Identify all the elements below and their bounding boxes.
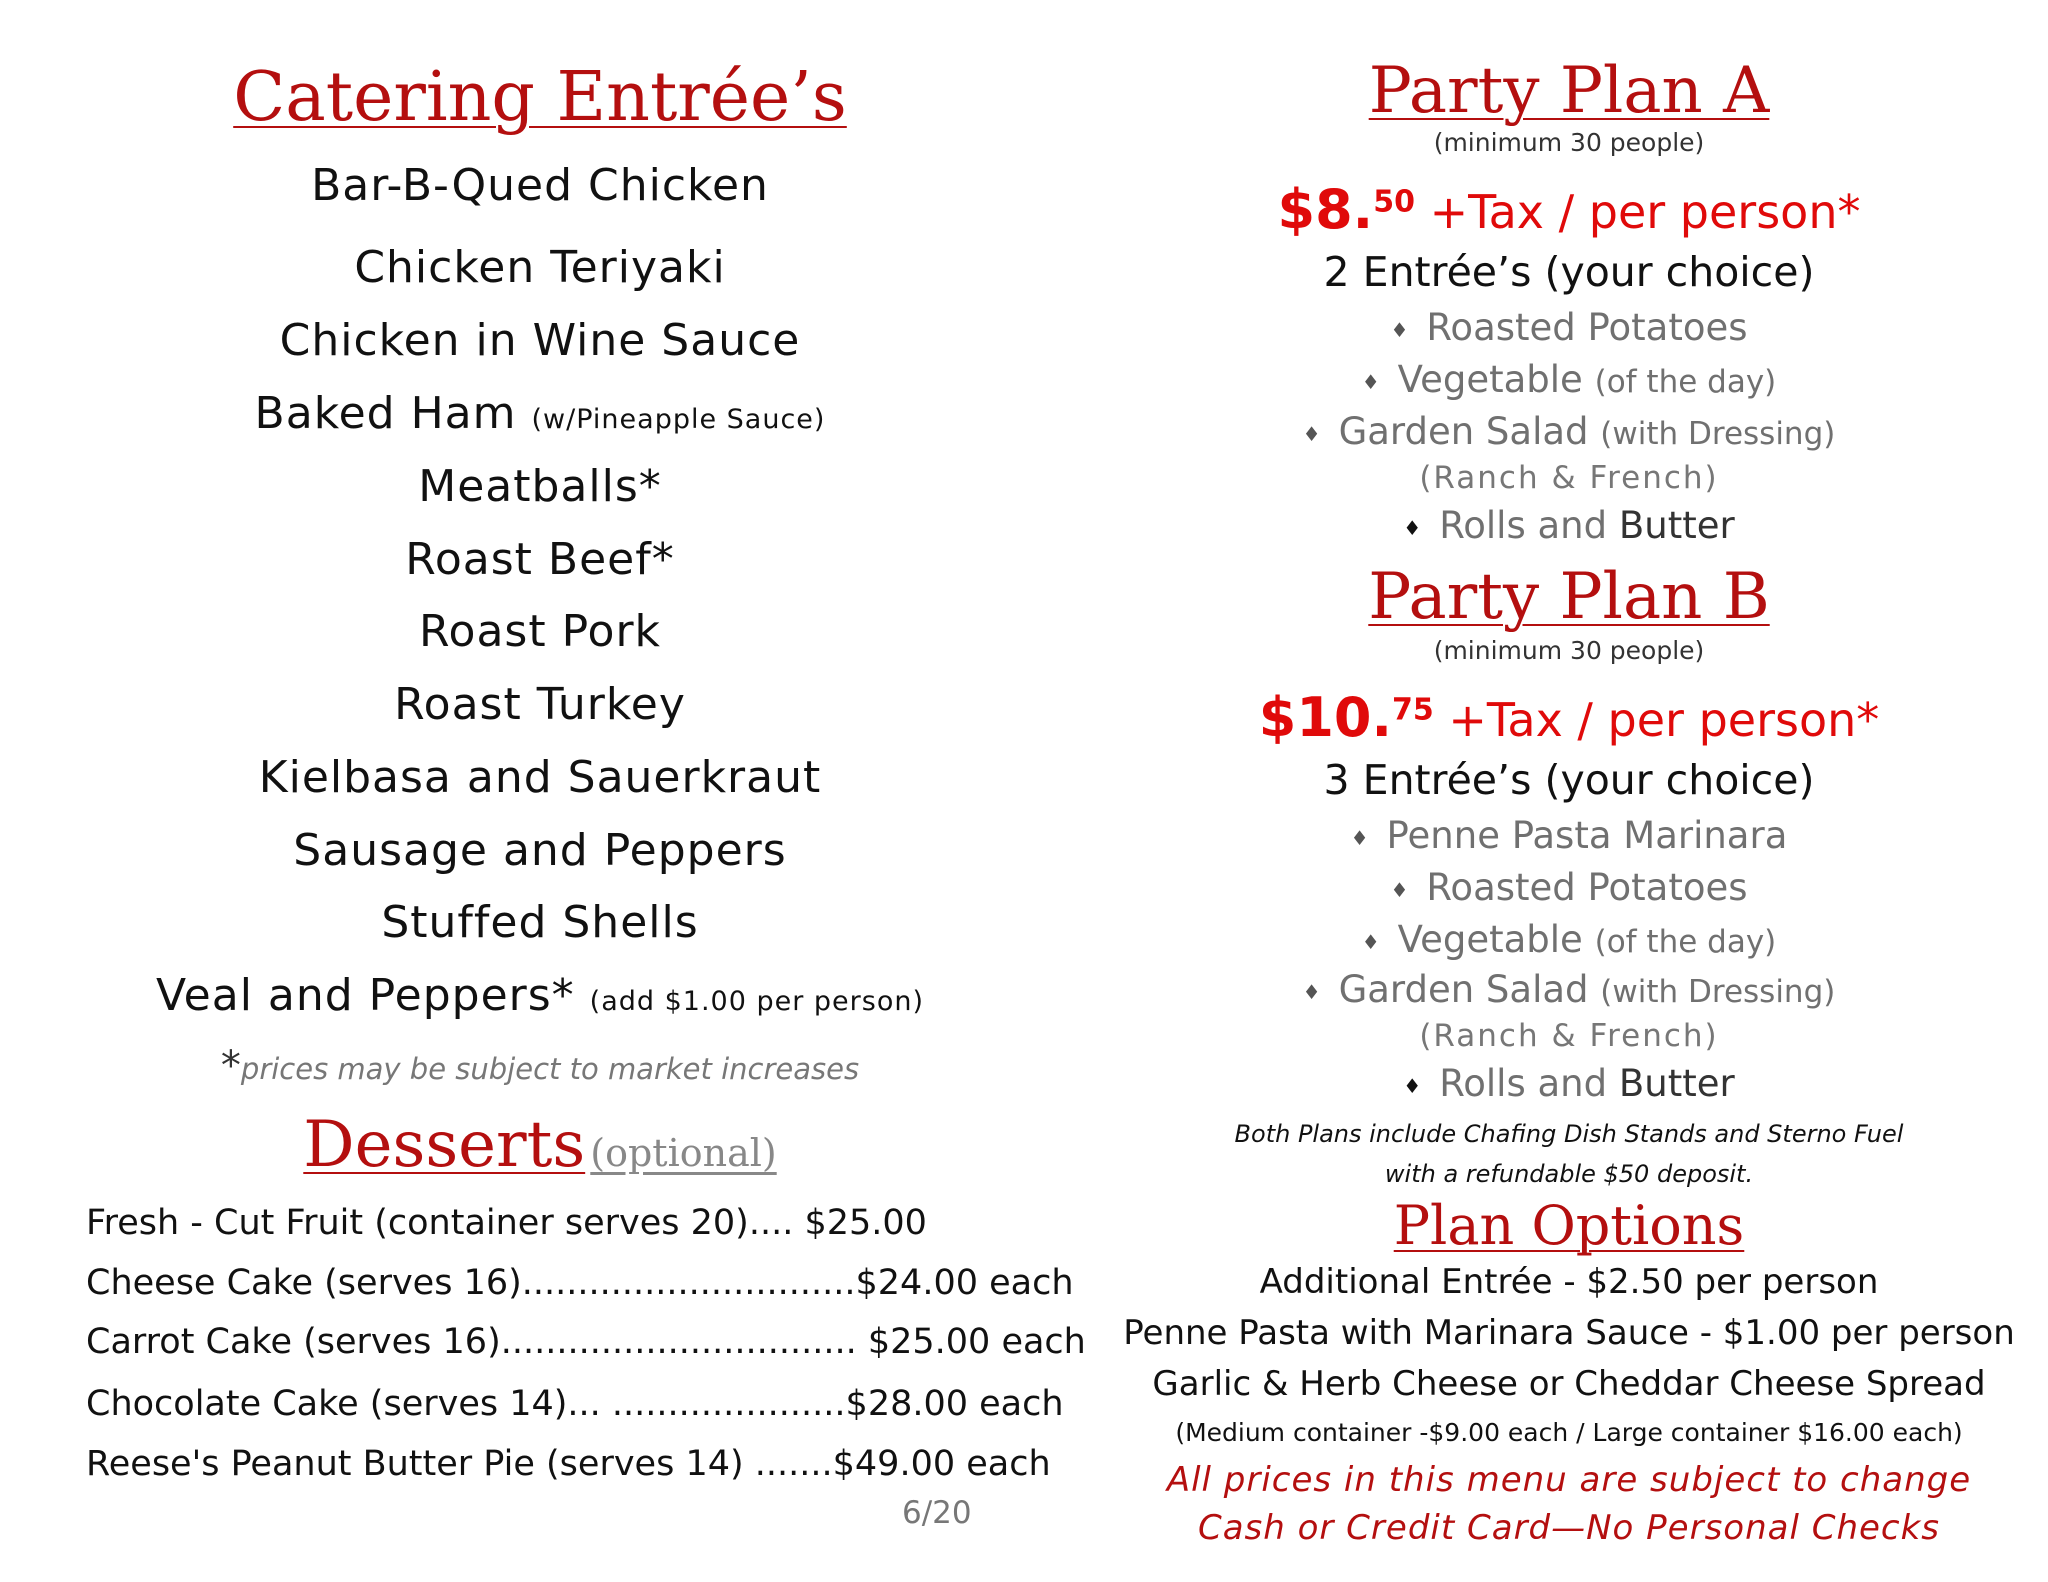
entree-item: Chicken Teriyaki: [354, 242, 726, 293]
menu-date: 6/20: [902, 1495, 972, 1531]
dessert-item: Reese's Peanut Butter Pie (serves 14) .......$49.00 each: [86, 1444, 1051, 1484]
diamond-bullet-icon: ♦: [1403, 1073, 1422, 1098]
option-line-container-prices: (Medium container -$9.00 each / Large container $16.00 each): [1175, 1418, 1963, 1447]
diamond-bullet-icon: ♦: [1350, 825, 1369, 850]
plan-a-title: Party Plan A: [1368, 54, 1770, 128]
diamond-bullet-icon: ♦: [1361, 929, 1380, 954]
option-line: Penne Pasta with Marinara Sauce - $1.00 per person: [1123, 1313, 2015, 1353]
plan-b-choice: 3 Entrée’s (your choice): [1323, 756, 1815, 804]
desserts-optional: (optional): [590, 1131, 777, 1175]
entree-item: Kielbasa and Sauerkraut: [258, 752, 822, 803]
plan-b-item: ♦ Garden Salad (with Dressing): [1302, 968, 1836, 1011]
diamond-bullet-icon: ♦: [1302, 421, 1321, 446]
entree-item: Chicken in Wine Sauce: [279, 315, 801, 366]
payment-note: Cash or Credit Card—No Personal Checks: [1197, 1508, 1941, 1548]
plan-b-price-cents: 75: [1391, 692, 1434, 728]
diamond-bullet-icon: ♦: [1403, 515, 1422, 540]
entree-item: Roast Pork: [418, 606, 662, 657]
desserts-heading: [0, 1108, 1080, 1182]
dessert-item: Fresh - Cut Fruit (container serves 20).... $25.00: [86, 1203, 927, 1243]
deposit-note: with a refundable $50 deposit.: [1384, 1160, 1754, 1188]
dessert-item: Chocolate Cake (serves 14)... .....................$28.00 each: [86, 1384, 1064, 1424]
plan-b-price-suffix: +Tax / per person*: [1448, 693, 1880, 747]
entree-item: Roast Turkey: [394, 679, 686, 730]
ham-note: (w/Pineapple Sauce): [531, 404, 826, 435]
market-note: [0, 1043, 1080, 1089]
plan-b-minimum: (minimum 30 people): [1433, 636, 1705, 665]
entree-item: Bar-B-Qued Chicken: [311, 160, 769, 211]
plan-a-item: ♦ Roasted Potatoes: [1390, 306, 1748, 349]
plan-b-title: Party Plan B: [1368, 560, 1770, 634]
dessert-item: Cheese Cake (serves 16)..............................$24.00 each: [86, 1263, 1074, 1303]
plan-a-choice: 2 Entrée’s (your choice): [1323, 248, 1815, 296]
market-star: *: [220, 1043, 241, 1089]
entree-item: Roast Beef*: [405, 534, 675, 585]
diamond-bullet-icon: ♦: [1390, 317, 1409, 342]
entree-item-veal: [0, 970, 1080, 1021]
plan-b-item: ♦ Rolls and Butter: [1403, 1062, 1735, 1105]
desserts-title: Desserts: [303, 1108, 586, 1182]
catering-entrees-title: Catering Entrée’s: [233, 58, 847, 137]
plan-b-item: ♦ Roasted Potatoes: [1390, 866, 1748, 909]
plan-b-price: [1090, 686, 2048, 749]
diamond-bullet-icon: ♦: [1361, 369, 1380, 394]
option-line: Garlic & Herb Cheese or Cheddar Cheese Spread: [1152, 1364, 1986, 1404]
plan-b-item: ♦ Penne Pasta Marinara: [1350, 814, 1788, 857]
plan-b-item: ♦ Vegetable (of the day): [1361, 918, 1777, 961]
entree-item-baked-ham: [0, 388, 1080, 439]
plans-include-note: Both Plans include Chafing Dish Stands and Sterno Fuel: [1234, 1120, 1904, 1148]
entree-item-label: Baked Ham: [254, 388, 517, 439]
entree-item: Meatballs*: [418, 461, 662, 512]
entree-item: Stuffed Shells: [381, 897, 699, 948]
option-line: Additional Entrée - $2.50 per person: [1259, 1262, 1879, 1302]
plan-a-item: ♦ Vegetable (of the day): [1361, 358, 1777, 401]
diamond-bullet-icon: ♦: [1302, 979, 1321, 1004]
plan-b-price-main: $10.: [1258, 686, 1392, 749]
price-change-note: All prices in this menu are subject to change: [1166, 1460, 1972, 1500]
plan-a-item: ♦ Rolls and Butter: [1403, 504, 1735, 547]
entree-item: Sausage and Peppers: [293, 825, 787, 876]
plan-a-minimum: (minimum 30 people): [1433, 128, 1705, 157]
plan-a-price-cents: 50: [1373, 184, 1415, 220]
plan-a-price-main: $8.: [1277, 178, 1374, 241]
plan-a-item: ♦ Garden Salad (with Dressing): [1302, 410, 1836, 453]
plan-a-dressing-options: (Ranch & French): [1419, 460, 1719, 496]
dessert-item: Carrot Cake (serves 16)................................ $25.00 each: [86, 1322, 1086, 1362]
veal-note: (add $1.00 per person): [589, 986, 924, 1017]
market-note-text: prices may be subject to market increases: [240, 1052, 860, 1086]
plan-a-price: [1090, 178, 2048, 241]
diamond-bullet-icon: ♦: [1390, 877, 1409, 902]
plan-a-price-suffix: +Tax / per person*: [1429, 185, 1861, 239]
entree-item-label: Veal and Peppers*: [155, 970, 575, 1021]
plan-options-title: Plan Options: [1393, 1194, 1745, 1257]
plan-b-dressing-options: (Ranch & French): [1419, 1018, 1719, 1054]
